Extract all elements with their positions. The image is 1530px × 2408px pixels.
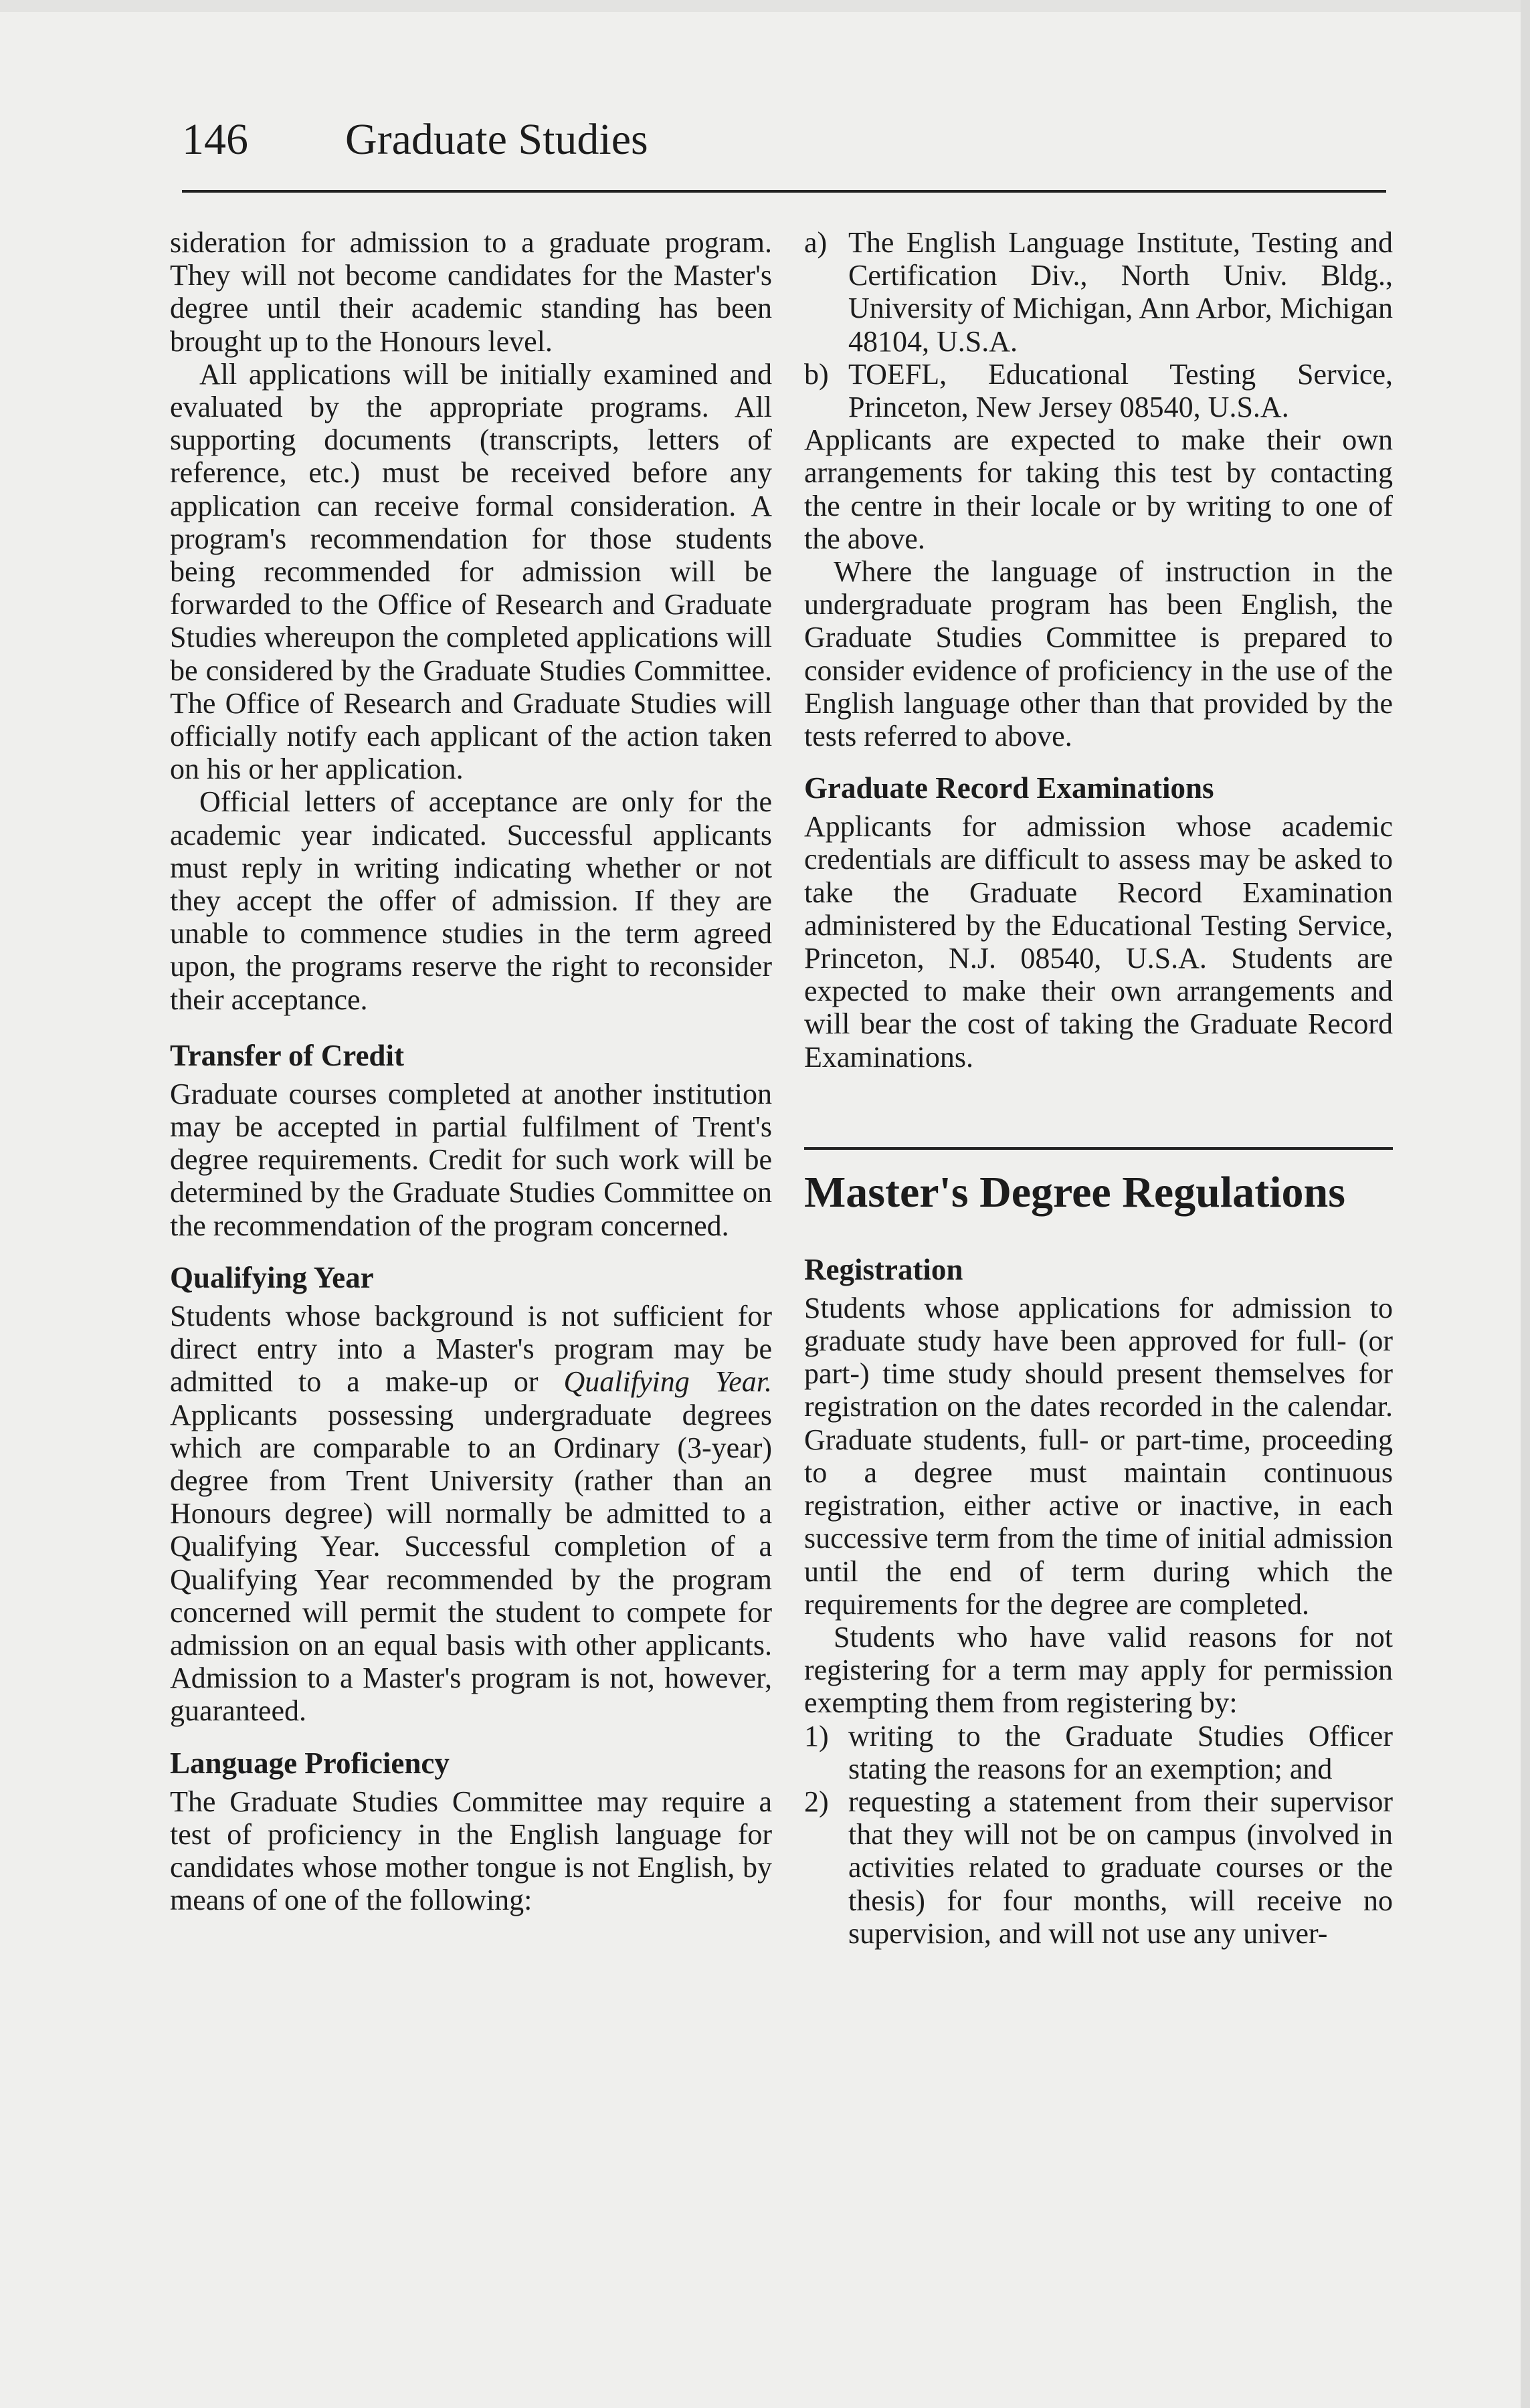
heading-language-proficiency: Language Proficiency	[170, 1746, 450, 1780]
list-item	[804, 358, 1393, 423]
scan-edge-right	[1521, 0, 1530, 2408]
qualifying-text-end: Applicants possessing undergraduate degrees which are comparable to an Ordinary (3-year) degree from Trent University (rather than an Honours degree) will normally be admitted to a Qualifying Year. Successful completion of a Qualifying Year recommended by the program concerned will permit the student to compete for admission on an equal basis with other applicants. Admission to a Master's program is not, however, guaranteed.	[170, 1398, 772, 1728]
heading-transfer-of-credit: Transfer of Credit	[170, 1038, 404, 1072]
list-item-text: TOEFL, Educational Testing Service, Princeton, New Jersey 08540, U.S.A.	[848, 357, 1393, 424]
list-item-text: The English Language Institute, Testing and Certification Div., North Univ. Bldg., University of Michigan, Ann Arbor, Michigan 48104, U.S.A.	[848, 226, 1393, 358]
list-marker: 2)	[804, 1785, 829, 1818]
running-header	[182, 115, 648, 164]
paragraph-language-of-instruction: Where the language of instruction in the undergraduate program has been English, the Graduate Studies Committee is prepared to consider evidence of proficiency in the use of the English language other than that provided by the tests referred to above.	[804, 555, 1393, 753]
paragraph-graduate-record-examinations: Applicants for admission whose academic credentials are difficult to assess may be asked to take the Graduate Record Examination administered by the Educational Testing Service, Princeton, N.J. 08540, U.S.A. Students are expected to make their own arrangements and will bear the cost of taking the Graduate Record Examinations.	[804, 810, 1393, 1074]
header-rule	[182, 190, 1386, 193]
list-marker: 1)	[804, 1719, 829, 1752]
right-column	[804, 226, 1393, 1950]
test-options-list	[804, 226, 1393, 423]
paragraph-continued: sideration for admission to a graduate program. They will not become candidates for the Master's degree until their academic standing has been brought up to the Honours level.	[170, 226, 772, 358]
list-item	[804, 1785, 1393, 1950]
list-marker: a)	[804, 226, 828, 259]
qualifying-year-term: Qualifying Year.	[563, 1365, 772, 1399]
list-marker: b)	[804, 357, 829, 391]
paragraph-transfer-of-credit: Graduate courses completed at another institution may be accepted in partial fulfilment of Trent's degree requirements. Credit for such work will be determined by the Graduate Studies Committee on the recommendation of the program concerned.	[170, 1077, 772, 1242]
paragraph-applications: All applications will be initially examined and evaluated by the appropriate programs. All supporting documents (transcripts, letters of reference, etc.) must be received before any application can receive formal consideration. A program's recommendation for those students being recommended for admission will be forwarded to the Office of Research and Graduate Studies whereupon the completed applications will be considered by the Graduate Studies Committee. The Office of Research and Graduate Studies will officially notify each applicant of the action taken on his or her application.	[170, 357, 772, 786]
exemption-steps-list	[804, 1720, 1393, 1950]
heading-graduate-record-examinations: Graduate Record Examinations	[804, 771, 1214, 805]
heading-registration: Registration	[804, 1252, 963, 1286]
paragraph-qualifying-year	[170, 1300, 772, 1728]
section-title: Master's Degree Regulations	[804, 1167, 1345, 1217]
list-item	[804, 226, 1393, 358]
running-title: Graduate Studies	[345, 115, 648, 164]
paragraph-exemption: Students who have valid reasons for not registering for a term may apply for permission exempting them from registering by:	[804, 1620, 1393, 1720]
list-item-text: writing to the Graduate Studies Officer stating the reasons for an exemption; and	[848, 1719, 1393, 1785]
list-item	[804, 1720, 1393, 1785]
left-column	[170, 226, 772, 1916]
qualifying-text-start: Students whose background is not sufficient for direct entry into a Master's program may be admitted to a make-up or	[170, 1299, 772, 1399]
scan-edge-top	[0, 0, 1530, 12]
page-number: 146	[182, 115, 248, 164]
paragraph-arrangements: Applicants are expected to make their own arrangements for taking this test by contacting the centre in their locale or by writing to one of the above.	[804, 423, 1393, 555]
section-rule	[804, 1147, 1393, 1150]
list-item-text: requesting a statement from their supervisor that they will not be on campus (involved in activities related to graduate courses or the thesis) for four months, will receive no supervision, and will not use any univer-	[848, 1785, 1393, 1950]
paragraph-registration: Students whose applications for admission to graduate study have been approved for full- (or part-) time study should present themselves for registration on the dates recorded in the calendar. Graduate students, full- or part-time, proceeding to a degree must maintain continuous registration, either active or inactive, in each successive term from the time of initial admission until the end of term during which the requirements for the degree are completed.	[804, 1291, 1393, 1621]
paragraph-acceptance: Official letters of acceptance are only for the academic year indicated. Successful applicants must reply in writing indicating whether or not they accept the offer of admission. If they are unable to commence studies in the term agreed upon, the programs reserve the right to reconsider their acceptance.	[170, 785, 772, 1016]
heading-qualifying-year: Qualifying Year	[170, 1260, 374, 1294]
paragraph-language-proficiency: The Graduate Studies Committee may require a test of proficiency in the English language for candidates whose mother tongue is not English, by means of one of the following:	[170, 1785, 772, 1917]
